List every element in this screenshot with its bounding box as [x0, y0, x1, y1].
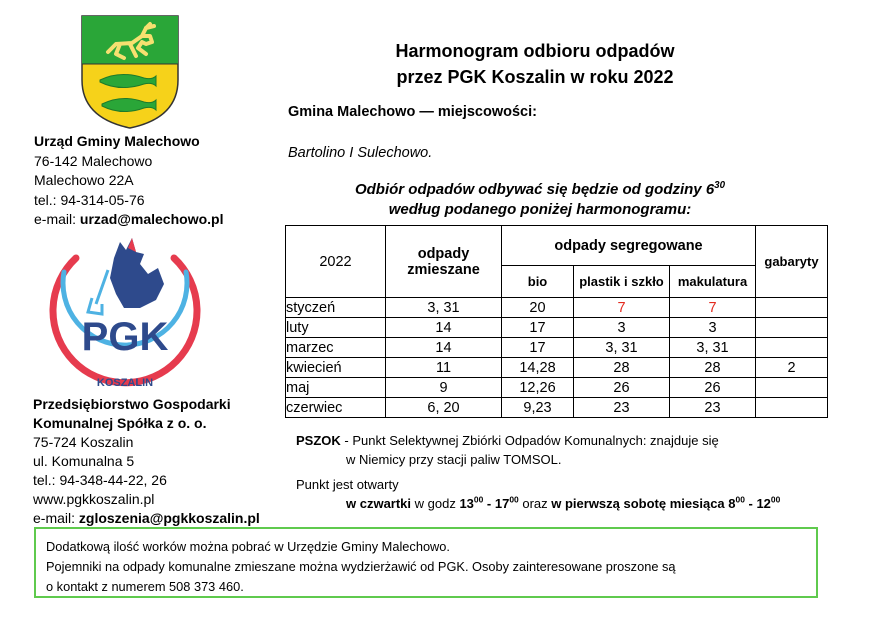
office-email-line	[34, 210, 223, 230]
open-t2: 17	[494, 496, 510, 511]
company-website-link[interactable]: www.pgkkoszalin.pl	[33, 491, 155, 507]
info-note-box	[34, 527, 818, 598]
bio-header: bio	[502, 266, 574, 298]
company-email-link[interactable]: zgloszenia@pgkkoszalin.pl	[78, 510, 260, 526]
month-cell: czerwiec	[286, 398, 386, 418]
bio-cell: 17	[502, 338, 574, 358]
office-phone: tel.: 94-314-05-76	[34, 191, 145, 208]
segregated-header: odpady segregowane	[502, 226, 756, 266]
open-t3: 8	[724, 496, 736, 511]
places-list: Bartolino I Sulechowo.	[288, 145, 433, 161]
pickup-line2: według podanego poniżej harmonogramu:	[388, 201, 692, 218]
plastic-cell: 3	[574, 318, 670, 338]
plastic-header: plastik i szkło	[574, 266, 670, 298]
pszok-text2: w Niemicy przy stacji paliw TOMSOL.	[346, 452, 562, 467]
table-row	[286, 358, 828, 378]
company-email-line	[33, 509, 273, 528]
opening-hours	[296, 475, 780, 513]
mixed-cell: 14	[386, 318, 502, 338]
bulky-cell	[756, 338, 828, 358]
office-email-link[interactable]: urzad@malechowo.pl	[79, 211, 224, 227]
note-line2: Pojemniki na odpady komunalne zmieszane można wydzierżawić od PGK. Osoby zainteresowane proszone są	[46, 559, 676, 574]
note-line1: Dodatkową ilość worków można pobrać w Urzędzie Gminy Malechowo.	[46, 539, 450, 554]
month-cell: kwiecień	[286, 358, 386, 378]
pszok-info	[296, 431, 776, 469]
open-t3-sup: 00	[735, 494, 745, 505]
bulky-cell	[756, 318, 828, 338]
open-line2	[296, 494, 780, 513]
paper-cell: 28	[670, 358, 756, 378]
bulky-cell	[756, 298, 828, 318]
open-mid1: w godz	[411, 496, 460, 511]
paper-cell: 7	[670, 298, 756, 318]
mixed-header: odpady zmieszane	[386, 226, 502, 298]
mixed-cell: 11	[386, 358, 502, 378]
gmina-heading: Gmina Malechowo — miejscowości:	[288, 104, 537, 120]
company-phone: tel.: 94-348-44-22, 26	[33, 472, 167, 488]
bio-cell: 14,28	[502, 358, 574, 378]
company-name-line1: Przedsiębiorstwo Gospodarki	[33, 396, 231, 412]
plastic-cell: 7	[574, 298, 670, 318]
table-row	[286, 298, 828, 318]
pgk-logo-city: KOSZALIN	[96, 377, 154, 389]
mixed-cell: 6, 20	[386, 398, 502, 418]
title-line2: przez PGK Koszalin w roku 2022	[396, 67, 674, 87]
bio-cell: 12,26	[502, 378, 574, 398]
bio-cell: 17	[502, 318, 574, 338]
title-line1: Harmonogram odbioru odpadów	[395, 41, 675, 61]
pszok-line1	[296, 431, 776, 450]
bulky-header: gabaryty	[756, 226, 828, 298]
pickup-line1	[330, 180, 750, 200]
open-t4: 12	[756, 496, 771, 511]
open-t1: 13	[459, 496, 474, 511]
bio-cell: 20	[502, 298, 574, 318]
pickup-line1-text: Odbiór odpadów odbywać się będzie od godziny 6	[354, 181, 715, 198]
paper-cell: 23	[670, 398, 756, 418]
open-mid2: oraz	[518, 496, 552, 511]
malechowo-crest-logo	[80, 14, 180, 130]
company-address-block	[33, 395, 273, 528]
mixed-cell: 14	[386, 338, 502, 358]
office-email-label: e-mail:	[34, 211, 80, 227]
page-title	[300, 38, 770, 90]
open-dash2: -	[744, 496, 757, 511]
plastic-cell: 28	[574, 358, 670, 378]
bulky-cell	[756, 378, 828, 398]
open-t4-sup: 00	[770, 494, 781, 505]
pickup-info	[330, 180, 750, 220]
pgk-koszalin-logo	[36, 228, 214, 390]
office-name: Urząd Gminy Malechowo	[34, 133, 200, 149]
paper-cell: 3, 31	[670, 338, 756, 358]
month-cell: luty	[286, 318, 386, 338]
bulky-cell: 2	[756, 358, 828, 378]
company-street: ul. Komunalna 5	[33, 453, 135, 469]
pickup-line1-sup: 30	[714, 180, 726, 191]
office-street: Malechowo 22A	[34, 172, 134, 188]
open-day: w czwartki	[346, 496, 412, 511]
pszok-text1: - Punkt Selektywnej Zbiórki Odpadów Komunalnych: znajduje się	[340, 433, 719, 448]
company-email-label: e-mail:	[33, 510, 79, 526]
open-saturday: w pierwszą sobotę miesiąca	[551, 496, 725, 511]
year-header: 2022	[286, 226, 386, 298]
schedule-table	[285, 225, 828, 418]
open-t2-sup: 00	[509, 494, 519, 505]
month-cell: marzec	[286, 338, 386, 358]
plastic-cell: 26	[574, 378, 670, 398]
office-address-block	[34, 132, 223, 230]
pszok-label: PSZOK	[296, 433, 341, 448]
paper-cell: 26	[670, 378, 756, 398]
pgk-logo-text: PGK	[81, 315, 169, 359]
table-row	[286, 338, 828, 358]
office-postal: 76-142 Malechowo	[34, 152, 153, 169]
mixed-cell: 3, 31	[386, 298, 502, 318]
mixed-cell: 9	[386, 378, 502, 398]
open-t1-sup: 00	[473, 494, 484, 505]
month-cell: maj	[286, 378, 386, 398]
table-row	[286, 378, 828, 398]
month-cell: styczeń	[286, 298, 386, 318]
note-line3: o kontakt z numerem 508 373 460.	[46, 579, 244, 594]
bulky-cell	[756, 398, 828, 418]
table-row	[286, 398, 828, 418]
company-name-line2: Komunalnej Spółka z o. o.	[33, 415, 207, 431]
bio-cell: 9,23	[502, 398, 574, 418]
open-line1: Punkt jest otwarty	[296, 477, 399, 492]
open-dash1: -	[483, 496, 495, 511]
plastic-cell: 3, 31	[574, 338, 670, 358]
company-postal: 75-724 Koszalin	[33, 434, 134, 450]
paper-cell: 3	[670, 318, 756, 338]
table-row	[286, 318, 828, 338]
paper-header: makulatura	[670, 266, 756, 298]
plastic-cell: 23	[574, 398, 670, 418]
